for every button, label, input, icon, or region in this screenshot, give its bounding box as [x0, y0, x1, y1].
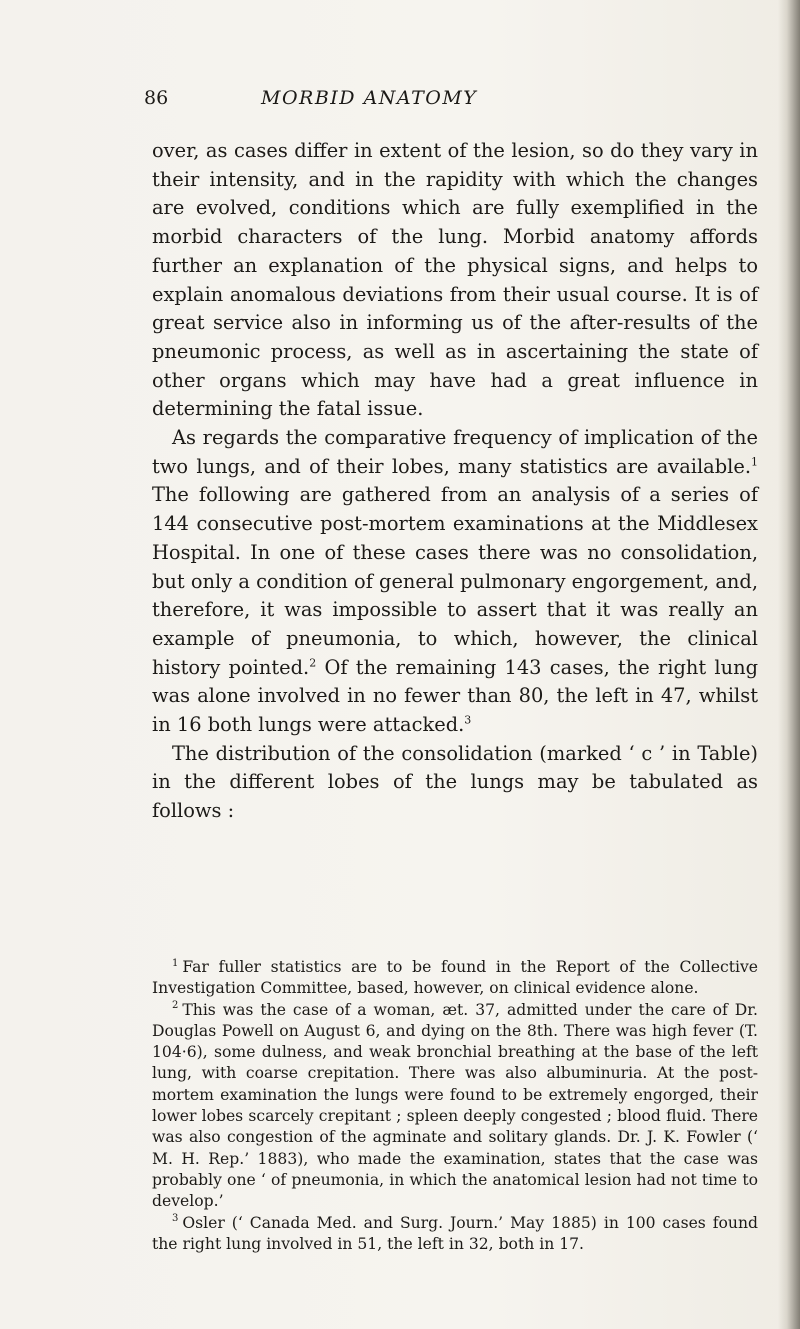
- footnote-ref-3[interactable]: 3: [464, 713, 472, 727]
- paragraph-2-part-b: The following are gathered from an analysis of a series of 144 consecutive post-mortem examinations at the Middlesex Hospital. In one of these cases there was no consolidation, but only a condition of general pulmonary engorgement, and, therefore, it was impossible to assert that it was really an example of pneumonia, to which, however, the clinical history pointed.: [152, 483, 758, 679]
- paragraph-2-part-c: Of the remaining 143 cases, the right lung was alone involved in no fewer than 80, the left in 47, whilst in 16 both lungs were attacked.: [152, 655, 758, 737]
- footnote-ref-2[interactable]: 2: [309, 656, 317, 670]
- paragraph-3: The distribution of the consolidation (marked ‘ c ’ in Table) in the different lobes of the lungs may be tabulated as follows :: [152, 741, 758, 823]
- footnote-1-text: Far fuller statistics are to be found in the Report of the Collective Investigation Committee, based, however, on clinical evidence alone.: [152, 958, 758, 998]
- footnote-2-mark: 2: [172, 1000, 179, 1012]
- footnote-ref-1[interactable]: 1: [751, 455, 758, 469]
- main-text: [152, 137, 758, 826]
- paragraph-2: [152, 424, 758, 740]
- footnotes: [152, 957, 758, 1255]
- footnote-3-mark: 3: [172, 1213, 179, 1225]
- paragraph-2-part-a: As regards the comparative frequency of implication of the two lungs, and of their lobes, many statistics are available.: [152, 426, 758, 478]
- running-title: MORBID ANATOMY: [261, 87, 478, 109]
- footnote-1-mark: 1: [172, 957, 179, 969]
- footnote-3: [152, 1213, 758, 1256]
- page-header: [144, 86, 764, 110]
- paragraph-1: over, as cases differ in extent of the lesion, so do they vary in their intensity, and in the rapidity with which the changes are evolved, conditions which are fully exemplified in the morbid characters of the lung. Morbid anatomy affords further an explanation of the physical signs, and helps to explain anomalous deviations from their usual course. It is of great service also in informing us of the after-results of the pneumonic process, as well as in ascertaining the state of other organs which may have had a great influence in determining the fatal issue.: [152, 139, 758, 421]
- page-edge-shadow: [778, 0, 800, 1329]
- footnote-2: [152, 1000, 758, 1213]
- footnote-2-text: This was the case of a woman, æt. 37, admitted under the care of Dr. Douglas Powell on August 6, and dying on the 8th. There was high fever (T. 104·6), some dulness, and weak bronchial breathing at the base of the left lung, with coarse crepitation. There was also albuminuria. At the post-mortem examination the lungs were found to be extremely engorged, their lower lobes scarcely crepitant ; spleen deeply congested ; blood fluid. There was also congestion of the agminate and solitary glands. Dr. J. K. Fowler (‘ M. H. Rep.’ 1883), who made the examination, states that the case was probably one ‘ of pneumonia, in which the anatomical lesion had not time to develop.’: [152, 1000, 758, 1211]
- page-number: 86: [144, 87, 169, 109]
- footnote-3-text: Osler (‘ Canada Med. and Surg. Journ.’ May 1885) in 100 cases found the right lung involved in 51, the left in 32, both in 17.: [152, 1213, 758, 1253]
- footnote-1: [152, 957, 758, 1000]
